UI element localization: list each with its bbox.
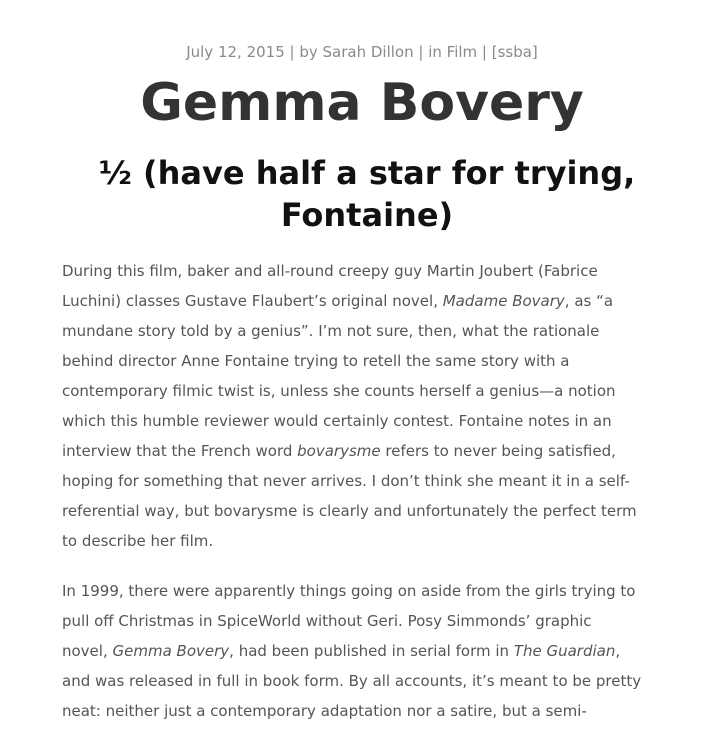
meta-separator: | — [477, 43, 492, 61]
article-paragraph — [62, 576, 674, 726]
paragraph-line — [62, 496, 674, 526]
text-run: referential way, but bovarysme is clearly and unfortunately the perfect term — [62, 502, 637, 520]
category-link[interactable]: Film — [446, 43, 478, 61]
meta-separator: | by — [284, 43, 323, 61]
text-run: neat: neither just a contemporary adaptation nor a satire, but a semi- — [62, 702, 587, 720]
text-run: During this film, baker and all-round creepy guy Martin Joubert (Fabrice — [62, 262, 598, 280]
article-body — [62, 256, 674, 746]
text-run: hoping for something that never arrives. I don’t think she meant it in a self- — [62, 472, 630, 490]
text-run: Luchini) classes Gustave Flaubert’s original novel, — [62, 292, 443, 310]
text-run: , — [615, 642, 621, 660]
rating-subtitle: ½ (have half a star for trying, Fontaine) — [98, 154, 636, 234]
paragraph-line — [62, 526, 674, 556]
text-run: refers to never being satisfied, — [380, 442, 616, 460]
text-run: novel, — [62, 642, 113, 660]
italic-text: bovarysme — [297, 442, 381, 460]
italic-text: Madame Bovary — [442, 292, 565, 310]
author-link[interactable]: Sarah Dillon — [322, 43, 414, 61]
text-run: and was released in full in book form. By all accounts, it’s meant to be pretty — [62, 672, 642, 690]
text-run: , as “a — [564, 292, 614, 310]
paragraph-line — [62, 406, 674, 436]
paragraph-line — [62, 256, 674, 286]
italic-text: Gemma Bovery — [112, 642, 230, 660]
paragraph-line — [62, 286, 674, 316]
text-run: to describe her film. — [62, 532, 214, 550]
article-paragraph — [62, 256, 674, 556]
paragraph-line — [62, 636, 674, 666]
share-shortcode: [ssba] — [491, 43, 538, 61]
paragraph-line — [62, 346, 674, 376]
text-run: In 1999, there were apparently things going on aside from the girls trying to — [62, 582, 636, 600]
paragraph-line — [62, 316, 674, 346]
text-run: contemporary filmic twist is, unless she counts herself a genius—a notion — [62, 382, 616, 400]
paragraph-line — [62, 576, 674, 606]
text-run: interview that the French word — [62, 442, 298, 460]
italic-text: The Guardian — [513, 642, 616, 660]
meta-separator: | in — [413, 43, 447, 61]
text-run: behind director Anne Fontaine trying to retell the same story with a — [62, 352, 570, 370]
page-title: Gemma Bovery — [140, 73, 584, 133]
post-meta — [0, 40, 724, 64]
paragraph-line — [62, 376, 674, 406]
paragraph-line — [62, 436, 674, 466]
text-run: pull off Christmas in SpiceWorld without Geri. Posy Simmonds’ graphic — [62, 612, 592, 630]
paragraph-line — [62, 666, 674, 696]
post-date: July 12, 2015 — [186, 43, 285, 61]
text-run: which this humble reviewer would certainly contest. Fontaine notes in an — [62, 412, 612, 430]
paragraph-line — [62, 606, 674, 636]
text-run: mundane story told by a genius”. I’m not sure, then, what the rationale — [62, 322, 600, 340]
paragraph-line — [62, 466, 674, 496]
paragraph-line — [62, 696, 674, 726]
text-run: , had been published in serial form in — [229, 642, 514, 660]
